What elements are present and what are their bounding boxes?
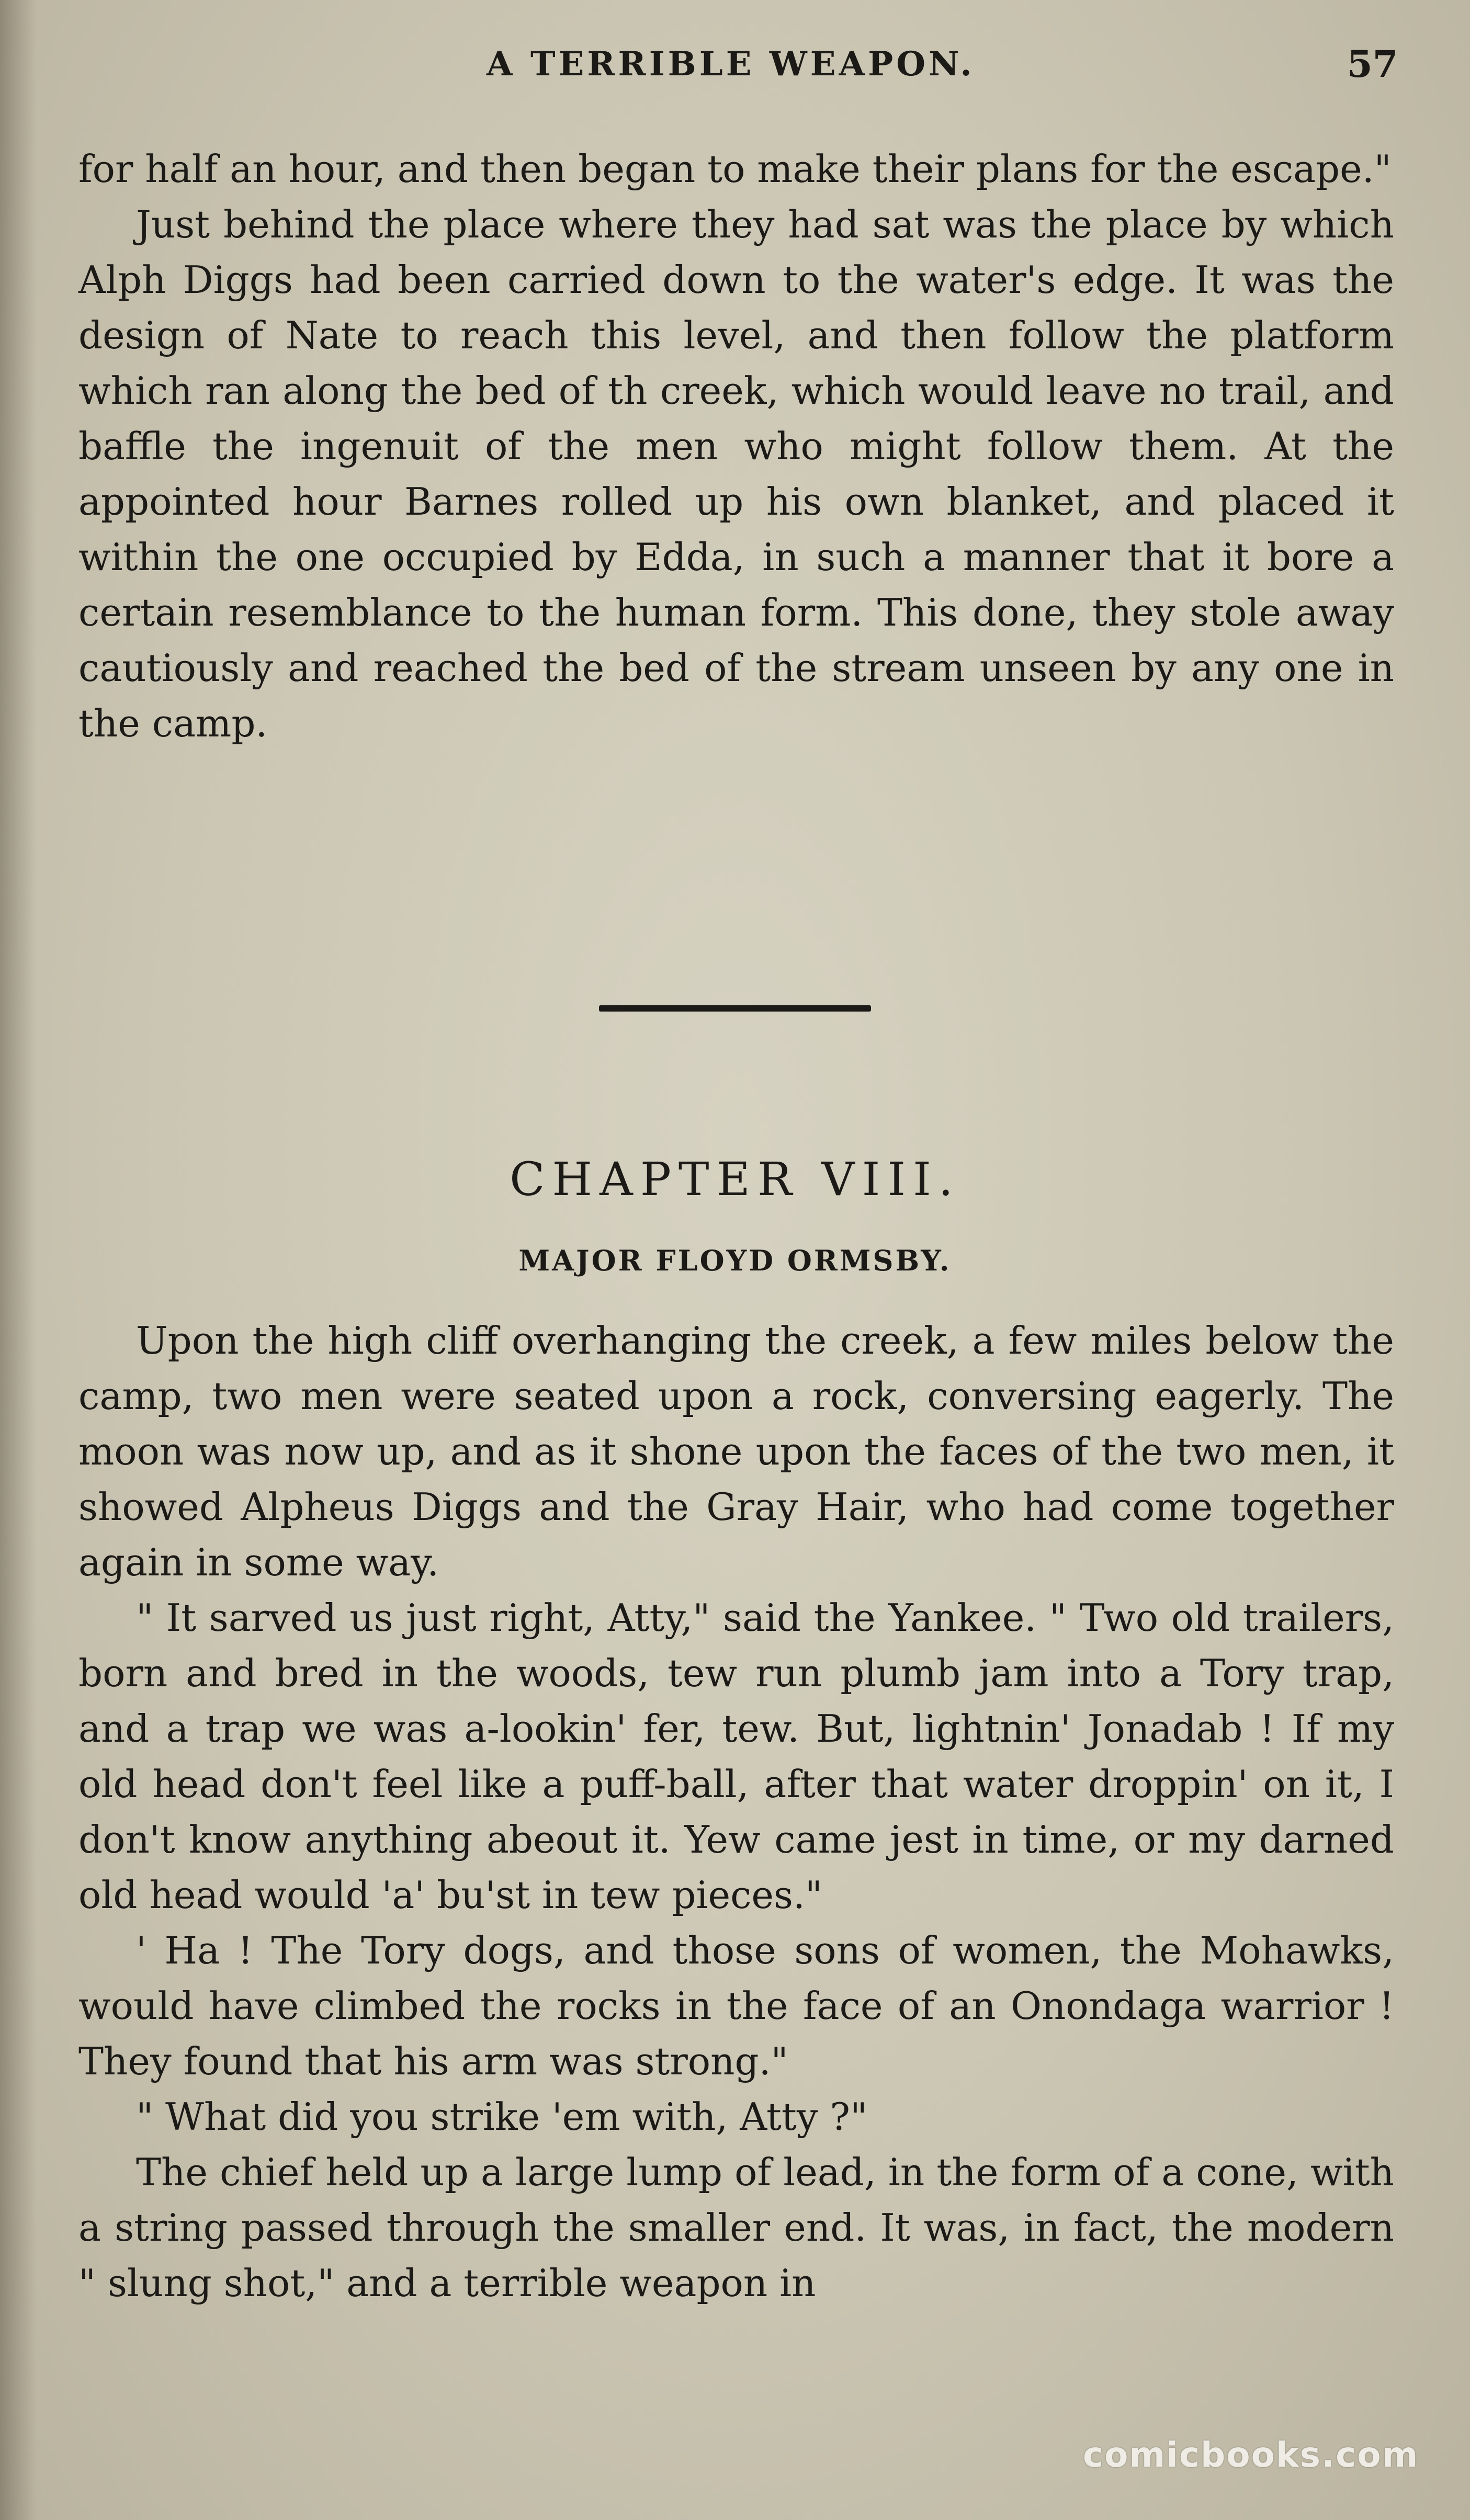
chapter-title: CHAPTER VIII. [510, 1152, 960, 1206]
paragraph: Upon the high cliff overhanging the creek, a few miles below the camp, two men were seated upon a rock, conversing eagerly. The moon was now up, and as it shone upon the faces of the two men, it showed Alpheus Diggs and the Gray Hair, who had come together again in some way. [78, 1319, 1394, 1584]
paragraph: " It sarved us just right, Atty," said the Yankee. " Two old trailers, born and bred in the woods, tew run plumb jam into a Tory trap, and a trap we was a-lookin' fer, tew. But, lightnin' Jonadab ! If my old head don't feel like a puff-ball, after that water droppin' on it, I don't know anything abeout it. Yew came jest in time, or my darned old head would 'a' bu'st in tew pieces." [78, 1596, 1394, 1917]
paragraph: " What did you strike 'em with, Atty ?" [136, 2095, 868, 2139]
watermark: comicbooks.com [1083, 2435, 1419, 2475]
paragraph: The chief held up a large lump of lead, in the form of a cone, with a string passed through the smaller end. It was, in fact, the modern " slung shot," and a terrible weapon in [78, 2150, 1394, 2305]
page-number: 57 [1347, 42, 1398, 86]
top-text-block [78, 141, 1394, 751]
section-divider-rule [599, 1005, 871, 1012]
chapter-text-block [78, 1313, 1394, 2311]
chapter-subtitle: MAJOR FLOYD ORMSBY. [518, 1244, 952, 1277]
paragraph: ' Ha ! The Tory dogs, and those sons of women, the Mohawks, would have climbed the rocks in the face of an Onondaga warrior ! They found that his arm was strong." [78, 1928, 1394, 2083]
running-head [0, 41, 1470, 88]
paragraph: for half an hour, and then began to make their plans for the escape." [78, 147, 1392, 191]
running-title: A TERRIBLE WEAPON. [487, 44, 975, 84]
paragraph: Just behind the place where they had sat was the place by which Alph Diggs had been carried down to the water's edge. It was the design of Nate to reach this level, and then follow the platform which ran along the bed of th creek, which would leave no trail, and baffle the ingenuit of the men who might follow them. At the appointed hour Barnes rolled up his own blanket, and placed it within the one occupied by Edda, in such a manner that it bore a certain resemblance to the human form. This done, they stole away cautiously and reached the bed of the stream unseen by any one in the camp. [78, 202, 1394, 745]
